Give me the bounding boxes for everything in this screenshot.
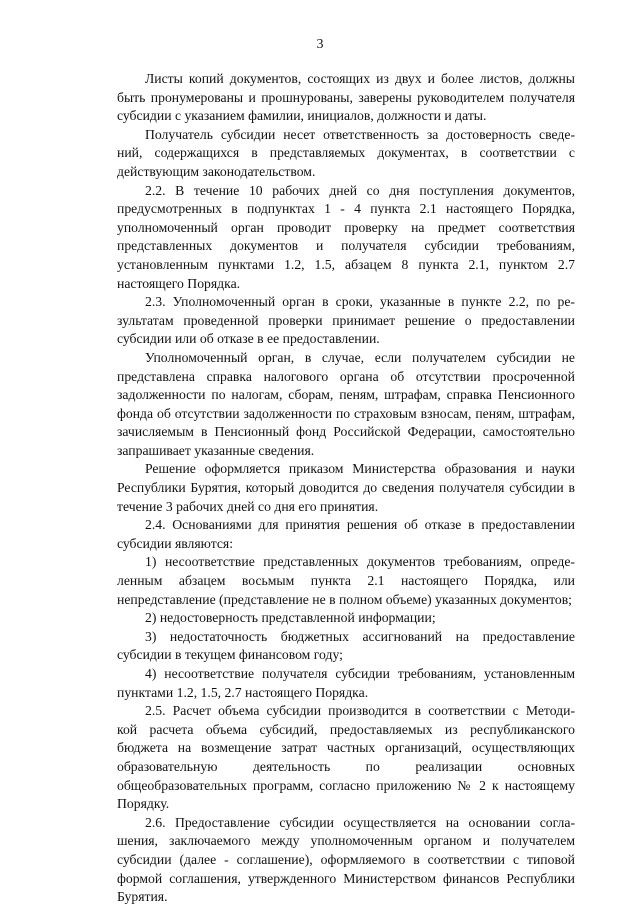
paragraph-7-text: субсидии являются:	[117, 535, 234, 551]
paragraph-12-text: кой расчета объема субсидий, предоставляемых из республиканского бюджета на возмещение затрат частных организаций, осуществляющих образовательную деятельность по реализации основных общеобразовательных программ, согласно приложению № 2 к настоящему Порядку.	[117, 721, 575, 812]
paragraph-12	[117, 702, 575, 814]
paragraph-3-text: предусмотренных в подпунктах 1 - 4 пункта 2.1 настоящего Порядка, уполномоченный орган проводит проверку на предмет соответствия представленных документов и получателя субсидии требованиям, установленным пунктами 1.2, 1.5, абзацем 8 пункта 2.1, пунктом 2.7 настоящего Порядка.	[117, 201, 575, 291]
paragraph-11	[117, 665, 575, 702]
paragraph-8-first-line: 1) несоответствие представленных документов требованиям, опреде-	[145, 554, 575, 570]
paragraph-1	[117, 70, 575, 126]
paragraph-5-text: представлена справка налогового органа об отсутствии просроченной задолженности по налогам, сборам, пеням, штрафам, справка Пенсионного фонда об отсутствии задолженности по страховым взносам, пеням, штрафам, зачисляемым в Пенсионный фонд Российской Федерации, самостоятельно запрашивает указанные сведения.	[117, 368, 575, 458]
paragraph-3	[117, 182, 575, 294]
paragraph-5	[117, 349, 575, 461]
paragraph-4-text: зультатам проведенной проверки принимает решение о предоставлении субсидии или об отказе в ее предоставлении.	[117, 312, 575, 347]
paragraph-2-first-line: Получатель субсидии несет ответственность за достоверность сведе-	[145, 126, 575, 142]
paragraph-11-text: пунктами 1.2, 1.5, 2.7 настоящего Порядка.	[117, 684, 369, 700]
paragraph-9-first-line: 2) недостоверность представленной информации;	[145, 610, 436, 626]
paragraph-10	[117, 628, 575, 665]
paragraph-8-text: ленным абзацем восьмым пункта 2.1 настоящего Порядка, или непредставление (представление не в полном объеме) указанных документов;	[117, 573, 575, 607]
paragraph-3-first-line: 2.2. В течение 10 рабочих дней со дня поступления документов,	[145, 182, 575, 198]
paragraph-12-first-line: 2.5. Расчет объема субсидии производится в соответствии с Методи-	[145, 703, 575, 719]
paragraph-10-first-line: 3) недостаточность бюджетных ассигнований на предоставление	[145, 628, 575, 644]
paragraph-6	[117, 460, 575, 516]
document-body	[117, 70, 575, 907]
paragraph-6-first-line: Решение оформляется приказом Министерства образования и науки	[145, 461, 575, 477]
paragraph-13-text: шения, заключаемого между уполномоченным органом и получателем субсидии (далее - соглашение), оформляемого в соответствии с типовой формой соглашения, утвержденного Министерством финансов Республики Бурятия.	[117, 833, 575, 905]
paragraph-5-first-line: Уполномоченный орган, в случае, если получателем субсидии не	[145, 349, 575, 365]
paragraph-13-first-line: 2.6. Предоставление субсидии осуществляется на основании согла-	[145, 814, 575, 830]
paragraph-1-text: быть пронумерованы и прошнурованы, заверены руководителем получателя субсидии с указанием фамилии, инициалов, должности и даты.	[117, 89, 575, 124]
paragraph-9	[117, 609, 575, 628]
paragraph-4	[117, 293, 575, 349]
paragraph-11-first-line: 4) несоответствие получателя субсидии требованиям, установленным	[145, 666, 575, 681]
paragraph-8	[117, 553, 575, 609]
paragraph-7-first-line: 2.4. Основаниями для принятия решения об отказе в предоставлении	[145, 517, 575, 533]
paragraph-10-text: субсидии в текущем финансовом году;	[117, 647, 343, 663]
paragraph-4-first-line: 2.3. Уполномоченный орган в сроки, указанные в пункте 2.2, по ре-	[145, 294, 575, 310]
paragraph-1-first-line: Листы копий документов, состоящих из двух и более листов, должны	[145, 71, 575, 86]
paragraph-13	[117, 814, 575, 907]
page-number: 3	[316, 37, 324, 52]
paragraph-6-text: Республики Бурятия, который доводится до сведения получателя субсидии в течение 3 рабочих дней со дня его принятия.	[117, 480, 575, 514]
paragraph-2	[117, 126, 575, 182]
paragraph-2-text: ний, содержащихся в представляемых документах, в соответствии с действующим законодательством.	[117, 145, 575, 179]
paragraph-7	[117, 516, 575, 553]
